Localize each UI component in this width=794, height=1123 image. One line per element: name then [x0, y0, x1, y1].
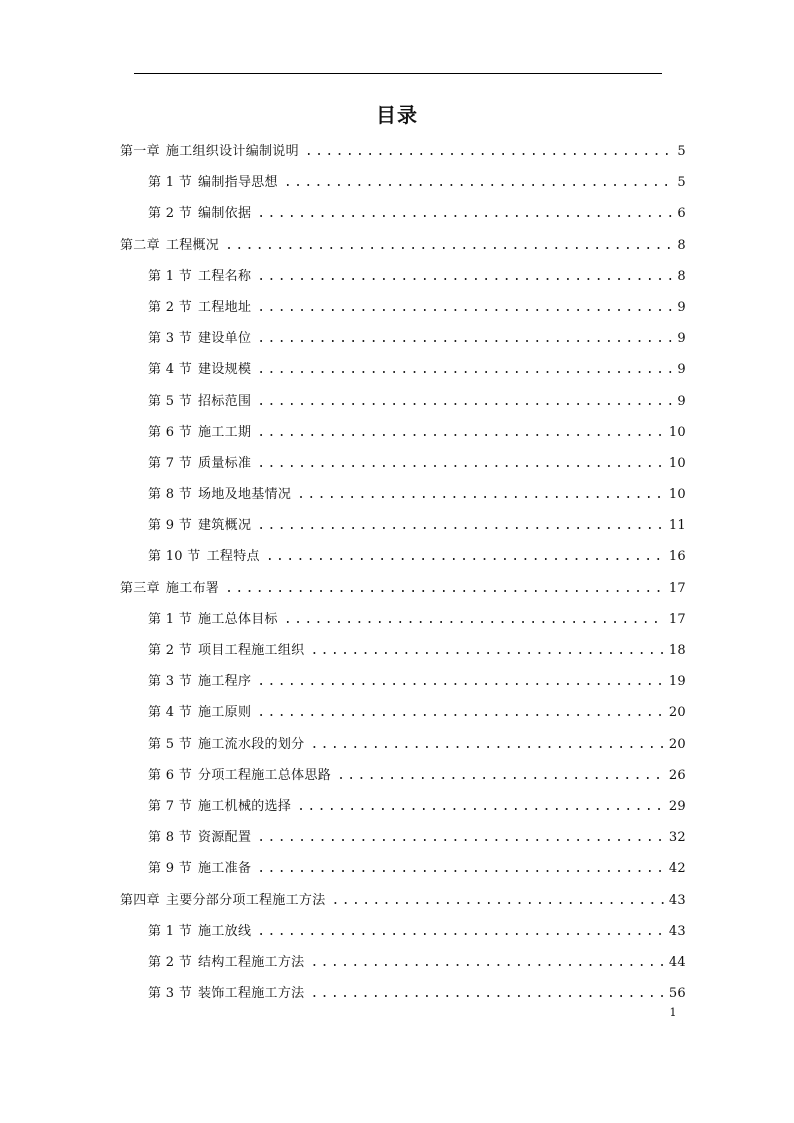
toc-entry-number: 第 1 节	[148, 923, 193, 939]
toc-entry-title: 工程概况	[165, 237, 220, 253]
toc-entry-title: 施工工期	[198, 424, 252, 440]
toc-entry-page: 8	[677, 268, 686, 284]
toc-entry-page: 9	[677, 331, 686, 347]
toc-entry-page: 5	[677, 144, 686, 159]
toc-entry-page: 11	[668, 518, 686, 534]
toc-dot-leader	[257, 924, 665, 939]
toc-entry-page: 19	[668, 674, 686, 690]
toc-entry-title: 分项工程施工总体思路	[198, 767, 332, 783]
toc-section-entry[interactable]	[120, 795, 686, 826]
toc-section-entry[interactable]	[120, 171, 686, 202]
toc-entry-number: 第 8 节	[148, 487, 193, 503]
toc-section-entry[interactable]	[120, 545, 686, 576]
toc-entry-page: 44	[668, 954, 686, 970]
toc-section-entry[interactable]	[120, 296, 686, 327]
toc-dot-leader	[305, 144, 674, 159]
toc-dot-leader	[257, 269, 673, 284]
toc-entry-title: 场地及地基情况	[198, 487, 292, 503]
toc-entry-title: 施工程序	[198, 674, 252, 690]
toc-dot-leader	[257, 394, 673, 409]
toc-entry-page: 6	[677, 206, 686, 222]
toc-entry-title: 施工流水段的划分	[198, 736, 305, 752]
toc-dot-leader	[337, 768, 665, 783]
toc-entry-page: 9	[677, 362, 686, 378]
toc-section-entry[interactable]	[120, 764, 686, 795]
toc-entry-title: 质量标准	[198, 455, 252, 471]
toc-dot-leader	[284, 175, 674, 190]
toc-entry-number: 第 4 节	[148, 705, 193, 721]
toc-entry-number: 第二章	[120, 237, 160, 253]
toc-entry-page: 17	[668, 580, 686, 596]
toc-section-entry[interactable]	[120, 265, 686, 296]
toc-dot-leader	[297, 487, 665, 502]
toc-section-entry[interactable]	[120, 733, 686, 764]
toc-entry-title: 装饰工程施工方法	[198, 986, 305, 1002]
toc-entry-page: 56	[668, 986, 686, 1002]
toc-entry-title: 项目工程施工组织	[198, 643, 305, 658]
header-rule	[134, 73, 662, 74]
toc-chapter-entry[interactable]	[120, 140, 686, 171]
toc-entry-page: 10	[668, 424, 686, 440]
toc-dot-leader	[310, 986, 664, 1001]
toc-entry-title: 工程名称	[198, 268, 252, 284]
toc-entry-page: 42	[668, 861, 686, 877]
toc-entry-number: 第 2 节	[148, 643, 193, 658]
toc-entry-title: 施工机械的选择	[198, 798, 292, 814]
toc-entry-title: 工程地址	[198, 299, 252, 315]
toc-entry-number: 第 8 节	[148, 830, 193, 846]
toc-section-entry[interactable]	[120, 920, 686, 951]
toc-entry-number: 第 1 节	[148, 268, 193, 284]
toc-entry-number: 第 9 节	[148, 518, 193, 534]
toc-entry-page: 26	[668, 767, 686, 783]
toc-entry-title: 施工组织设计编制说明	[165, 144, 299, 159]
toc-entry-title: 施工布署	[165, 580, 220, 596]
page-number: 1	[669, 1006, 677, 1019]
toc-entry-number: 第 3 节	[148, 331, 193, 347]
toc-entry-number: 第 2 节	[148, 206, 193, 222]
toc-entry-title: 工程特点	[206, 549, 260, 565]
toc-entry-title: 结构工程施工方法	[198, 954, 305, 970]
toc-dot-leader	[284, 612, 665, 627]
toc-section-entry[interactable]	[120, 327, 686, 358]
toc-entry-number: 第 1 节	[148, 175, 193, 191]
toc-section-entry[interactable]	[120, 452, 686, 483]
toc-entry-title: 招标范围	[198, 393, 252, 409]
toc-entry-title: 施工放线	[198, 923, 252, 939]
toc-entry-page: 17	[668, 611, 686, 627]
toc-dot-leader	[257, 518, 665, 533]
toc-entry-number: 第 2 节	[148, 299, 193, 315]
toc-section-entry[interactable]	[120, 358, 686, 389]
toc-section-entry[interactable]	[120, 670, 686, 701]
toc-dot-leader	[257, 674, 665, 689]
toc-dot-leader	[310, 737, 664, 752]
toc-entry-number: 第三章	[120, 580, 160, 596]
toc-entry-number: 第 6 节	[148, 424, 193, 440]
toc-dot-leader	[225, 581, 665, 596]
toc-dot-leader	[257, 206, 673, 221]
toc-section-entry[interactable]	[120, 701, 686, 732]
toc-entry-title: 施工原则	[198, 705, 252, 721]
toc-entry-page: 18	[668, 643, 686, 658]
toc-entry-page: 32	[668, 830, 686, 846]
toc-dot-leader	[266, 549, 665, 564]
toc-section-entry[interactable]	[120, 951, 686, 982]
toc-dot-leader	[332, 893, 665, 908]
toc-entry-number: 第 2 节	[148, 954, 193, 970]
toc-entry-number: 第 10 节	[148, 549, 201, 565]
toc-entry-page: 9	[677, 393, 686, 409]
toc-entry-number: 第 7 节	[148, 798, 193, 814]
toc-entry-title: 建设单位	[198, 331, 252, 347]
toc-section-entry[interactable]	[120, 483, 686, 514]
toc-dot-leader	[257, 456, 665, 471]
toc-entry-page: 20	[668, 736, 686, 752]
toc-dot-leader	[257, 861, 665, 876]
toc-entry-number: 第 6 节	[148, 767, 193, 783]
toc-entry-page: 20	[668, 705, 686, 721]
toc-section-entry[interactable]	[120, 639, 686, 670]
toc-entry-title: 建设规模	[198, 362, 252, 378]
toc-section-entry[interactable]	[120, 982, 686, 1013]
toc-entry-number: 第 5 节	[148, 393, 193, 409]
toc-dot-leader	[257, 362, 673, 377]
toc-dot-leader	[297, 799, 665, 814]
toc-entry-number: 第 9 节	[148, 861, 193, 877]
toc-section-entry[interactable]	[120, 390, 686, 421]
toc-entry-page: 8	[677, 237, 686, 253]
toc-section-entry[interactable]	[120, 857, 686, 888]
toc-section-entry[interactable]	[120, 202, 686, 233]
toc-entry-number: 第一章	[120, 144, 160, 159]
toc-dot-leader	[310, 955, 664, 970]
toc-entry-title: 主要分部分项工程施工方法	[165, 892, 326, 908]
toc-dot-leader	[257, 705, 665, 720]
toc-entry-title: 施工准备	[198, 861, 252, 877]
toc-section-entry[interactable]	[120, 826, 686, 857]
toc-chapter-entry[interactable]	[120, 234, 686, 265]
toc-section-entry[interactable]	[120, 421, 686, 452]
toc-entry-page: 5	[677, 175, 686, 191]
toc-entry-number: 第 3 节	[148, 674, 193, 690]
toc-dot-leader	[310, 643, 664, 658]
toc-entry-page: 43	[668, 923, 686, 939]
toc-entry-page: 10	[668, 455, 686, 471]
toc-entry-page: 9	[677, 299, 686, 315]
toc-entry-title: 建筑概况	[198, 518, 252, 534]
toc-section-entry[interactable]	[120, 514, 686, 545]
toc-entry-title: 资源配置	[198, 830, 252, 846]
toc-entry-number: 第 5 节	[148, 736, 193, 752]
toc-entry-title: 编制依据	[198, 206, 252, 222]
toc-entry-title: 施工总体目标	[198, 611, 278, 627]
toc-dot-leader	[257, 300, 673, 315]
toc-dot-leader	[257, 830, 665, 845]
toc-section-entry[interactable]	[120, 608, 686, 639]
toc-entry-title: 编制指导思想	[198, 175, 278, 191]
toc-entry-number: 第四章	[120, 892, 160, 908]
toc-dot-leader	[257, 331, 673, 346]
toc-entry-number: 第 7 节	[148, 455, 193, 471]
table-of-contents	[120, 140, 686, 1013]
toc-entry-number: 第 4 节	[148, 362, 193, 378]
toc-chapter-entry[interactable]	[120, 577, 686, 608]
toc-entry-page: 10	[668, 487, 686, 503]
toc-entry-page: 29	[668, 798, 686, 814]
toc-dot-leader	[257, 425, 665, 440]
toc-dot-leader	[225, 238, 673, 253]
toc-chapter-entry[interactable]	[120, 889, 686, 920]
toc-entry-page: 43	[668, 892, 686, 908]
toc-entry-number: 第 1 节	[148, 611, 193, 627]
toc-entry-number: 第 3 节	[148, 986, 193, 1002]
toc-entry-page: 16	[668, 549, 686, 565]
toc-title: 目录	[376, 103, 418, 127]
